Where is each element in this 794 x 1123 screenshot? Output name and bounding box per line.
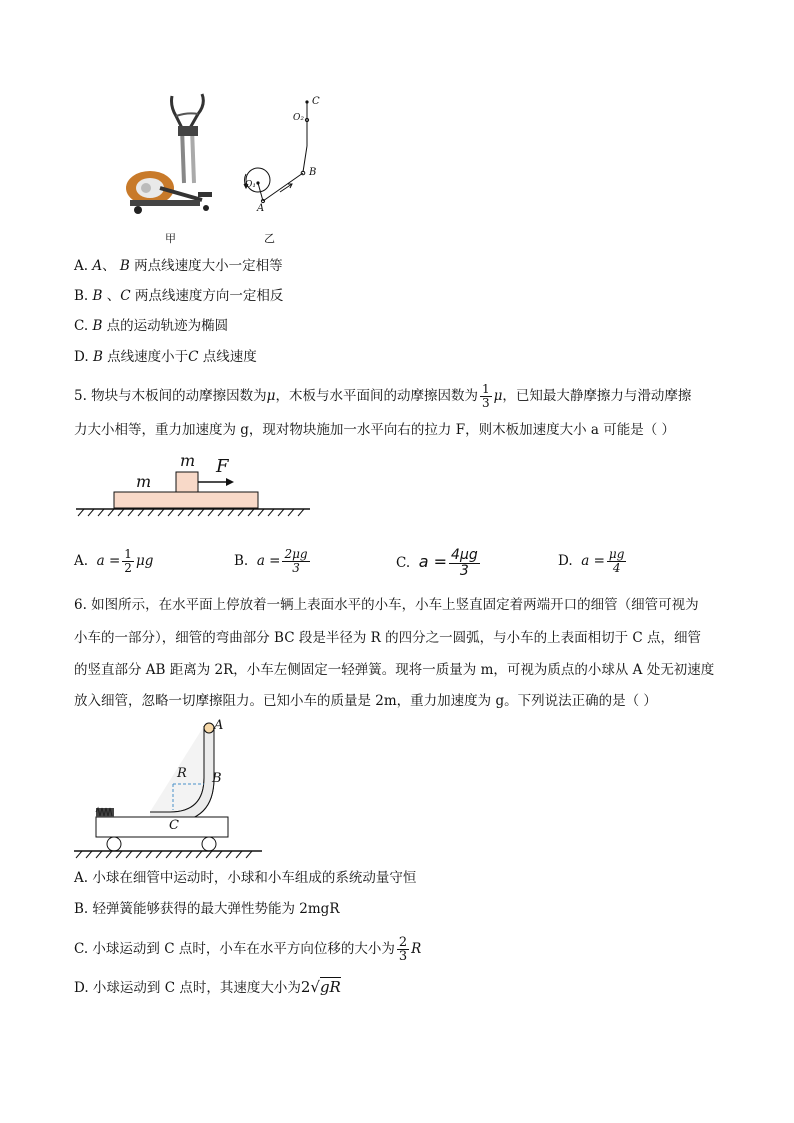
- q5-option-a: A. a = $\frac{1}{2}$ μg: [74, 547, 154, 575]
- point-label-B: B: [309, 167, 317, 178]
- q6-stem-line2: 小车的一部分），细管的弯曲部分 BC 段是半径为 R 的四分之一圆弧，与小车的上表面相切于 C 点，细管: [74, 630, 701, 646]
- q6-option-a: A. 小球在细管中运动时，小球和小车组成的系统动量守恒: [74, 870, 417, 886]
- q5-stem-line1: 5. 物块与木板间的动摩擦因数为μ，木板与水平面间的动摩擦因数为 $\frac{1}{3}$ μ，已知最大静摩擦力与滑动摩擦: [74, 382, 692, 410]
- q4-option-a: A. A、 B 两点线速度大小一定相等: [74, 258, 283, 274]
- q6-label-B: B: [212, 771, 222, 786]
- q6-option-d: D. 小球运动到 C 点时，其速度大小为2√gR: [74, 978, 341, 996]
- q5-stem-line2: 力大小相等，重力加速度为 g，现对物块施加一水平向右的拉力 F，则木板加速度大小 a 可能是（ ）: [74, 422, 676, 438]
- mechanism-diagram-yi: [230, 88, 330, 223]
- figure-label-yi: 乙: [264, 232, 275, 245]
- q5-option-c: C. a = $\frac{4\mu g}{3}$: [396, 547, 478, 579]
- q4-option-c: C. B 点的运动轨迹为椭圆: [74, 318, 229, 334]
- q5-label-force: F: [216, 456, 229, 477]
- q6-stem-line3: 的竖直部分 AB 距离为 2R，小车左侧固定一轻弹簧。现将一质量为 m，可视为质点的小球从 A 处无初速度: [74, 662, 715, 678]
- q6-option-b: B. 轻弹簧能够获得的最大弹性势能为 2mgR: [74, 901, 340, 917]
- figure-label-jia: 甲: [165, 232, 176, 245]
- q6-label-A: A: [214, 718, 224, 733]
- q6-option-c: C. 小球运动到 C 点时，小车在水平方向位移的大小为 $\frac{2}{3}$ R: [74, 935, 422, 964]
- q5-option-b: B. a = $\frac{2\mu g}{3}$: [234, 547, 308, 575]
- point-label-A: A: [257, 203, 265, 214]
- q6-stem-line4: 放入细管，忽略一切摩擦阻力。已知小车的质量是 2m，重力加速度为 g。下列说法正确的是（ ）: [74, 693, 657, 709]
- q5-label-m-block: m: [180, 451, 196, 470]
- q4-option-d: D. B 点线速度小于C 点线速度: [74, 349, 257, 365]
- point-label-O1: O₁: [245, 180, 256, 190]
- q6-label-C: C: [169, 818, 179, 833]
- q4-option-b: B. B 、C 两点线速度方向一定相反: [74, 288, 284, 304]
- q5-label-m-board: m: [136, 472, 152, 491]
- sqrt-icon: √: [310, 978, 320, 996]
- point-label-C: C: [312, 96, 320, 107]
- q6-cart-tube-figure: [72, 718, 272, 860]
- point-label-O2: O₂: [293, 113, 304, 123]
- q5-option-d: D. a = $\frac{\mu g}{4}$: [558, 547, 625, 575]
- elliptical-trainer-figure: [110, 88, 220, 223]
- q6-stem-line1: 6. 如图所示，在水平面上停放着一辆上表面水平的小车，小车上竖直固定着两端开口的细管（细管可视为: [74, 597, 699, 613]
- q6-label-R: R: [177, 766, 187, 781]
